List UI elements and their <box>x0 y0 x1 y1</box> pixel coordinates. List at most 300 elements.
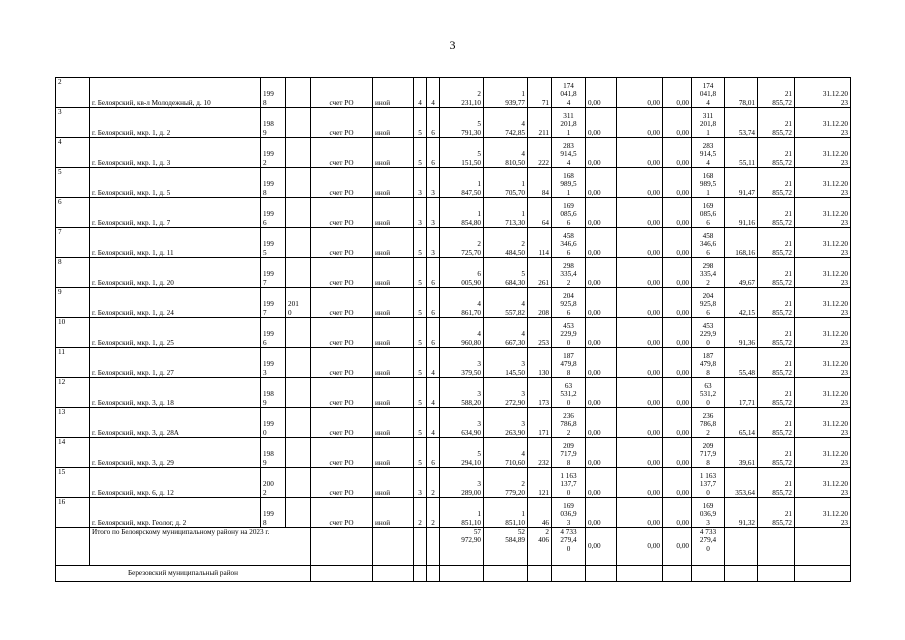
cost-per-m2-cell: 39,61 <box>725 438 758 468</box>
cost-owners-cell: 1 163 137,7 0 <box>692 468 725 498</box>
region-blank-cell <box>692 566 725 582</box>
year-repair-cell <box>286 498 311 528</box>
year-repair-cell <box>286 258 311 288</box>
total-blank-cell <box>758 528 795 566</box>
cost-per-m2-cell: 168,16 <box>725 228 758 258</box>
residents-cell: 173 <box>528 378 552 408</box>
row-number: 7 <box>56 228 90 258</box>
cost-regional-cell: 0,00 <box>617 378 663 408</box>
address-cell: г. Белоярский, мкр. 3, д. 18 <box>90 378 261 408</box>
address-cell: г. Белоярский, мкр. 1, д. 5 <box>90 168 261 198</box>
deadline-cell: 31.12.20 23 <box>795 168 851 198</box>
residents-cell: 232 <box>528 438 552 468</box>
living-area-cell: 4 742,85 <box>484 108 528 138</box>
limit-cost-cell: 21 855,72 <box>758 438 795 468</box>
cost-per-m2-cell: 91,47 <box>725 168 758 198</box>
limit-cost-cell: 21 855,72 <box>758 78 795 108</box>
floors-cell: 5 <box>414 258 427 288</box>
fund-source-cell: счет РО <box>311 168 373 198</box>
limit-cost-cell: 21 855,72 <box>758 138 795 168</box>
cost-regional-cell: 0,00 <box>617 108 663 138</box>
cost-owners-cell: 311 201,8 1 <box>692 108 725 138</box>
table-row <box>56 468 851 498</box>
residents-cell: 130 <box>528 348 552 378</box>
total-area-cell: 5 294,10 <box>440 438 484 468</box>
year-built-cell: 199 7 <box>261 258 286 288</box>
cost-local-cell: 0,00 <box>663 258 692 288</box>
cost-fund-cell: 0,00 <box>586 108 617 138</box>
cost-per-m2-cell: 53,74 <box>725 108 758 138</box>
cost-total-cell: 283 914,5 4 <box>552 138 586 168</box>
year-repair-cell <box>286 108 311 138</box>
table-row <box>56 348 851 378</box>
address-cell: г. Белоярский, кв-л Молодежный, д. 10 <box>90 78 261 108</box>
region-heading-row <box>56 566 851 582</box>
entrances-cell: 2 <box>427 498 440 528</box>
fund-source-cell: счет РО <box>311 348 373 378</box>
cost-total-cell: 298 335,4 2 <box>552 258 586 288</box>
region-blank-cell <box>414 566 427 582</box>
cost-per-m2-cell: 353,64 <box>725 468 758 498</box>
total-area-cell: 4 861,70 <box>440 288 484 318</box>
fund-source-cell: счет РО <box>311 108 373 138</box>
living-area-cell: 5 684,30 <box>484 258 528 288</box>
address-cell: г. Белоярский, мкр. 1, д. 24 <box>90 288 261 318</box>
limit-cost-cell: 21 855,72 <box>758 228 795 258</box>
living-area-cell: 1 705,70 <box>484 168 528 198</box>
living-area-cell: 1 939,77 <box>484 78 528 108</box>
fund-source-cell: счет РО <box>311 138 373 168</box>
total-area-cell: 5 791,30 <box>440 108 484 138</box>
floors-cell: 3 <box>414 168 427 198</box>
total-blank-cell <box>414 528 427 566</box>
floors-cell: 5 <box>414 408 427 438</box>
cost-owners-cell: 283 914,5 4 <box>692 138 725 168</box>
region-blank-cell <box>528 566 552 582</box>
entrances-cell: 3 <box>427 228 440 258</box>
cost-total-cell: 204 925,8 6 <box>552 288 586 318</box>
row-number: 10 <box>56 318 90 348</box>
row-number: 6 <box>56 198 90 228</box>
total-area-cell: 1 847,50 <box>440 168 484 198</box>
residents-cell: 64 <box>528 198 552 228</box>
year-built-cell: 199 7 <box>261 288 286 318</box>
deadline-cell: 31.12.20 23 <box>795 498 851 528</box>
cost-fund-cell: 0,00 <box>586 318 617 348</box>
year-repair-cell: 201 0 <box>286 288 311 318</box>
cost-regional-cell: 0,00 <box>617 138 663 168</box>
fund-source-cell: счет РО <box>311 498 373 528</box>
living-area-cell: 4 557,82 <box>484 288 528 318</box>
deadline-cell: 31.12.20 23 <box>795 408 851 438</box>
total-area-cell: 3 588,20 <box>440 378 484 408</box>
entrances-cell: 6 <box>427 108 440 138</box>
table-row <box>56 228 851 258</box>
total-area-total: 57 972,90 <box>440 528 484 566</box>
entrances-cell: 3 <box>427 168 440 198</box>
cost-owners-cell: 453 229,9 0 <box>692 318 725 348</box>
row-number: 5 <box>56 168 90 198</box>
cost-total-cell: 458 346,6 6 <box>552 228 586 258</box>
address-cell: г. Белоярский, мкр. 1, д. 3 <box>90 138 261 168</box>
cost-fund-cell: 0,00 <box>586 78 617 108</box>
year-repair-cell <box>286 198 311 228</box>
living-area-cell: 3 272,90 <box>484 378 528 408</box>
deadline-cell: 31.12.20 23 <box>795 468 851 498</box>
fund-source-cell: счет РО <box>311 78 373 108</box>
total-cost-regional: 0,00 <box>617 528 663 566</box>
cost-fund-cell: 0,00 <box>586 138 617 168</box>
cost-regional-cell: 0,00 <box>617 288 663 318</box>
cost-local-cell: 0,00 <box>663 198 692 228</box>
cost-fund-cell: 0,00 <box>586 288 617 318</box>
cost-total-cell: 187 479,8 8 <box>552 348 586 378</box>
table-row <box>56 378 851 408</box>
fund-source-cell: счет РО <box>311 258 373 288</box>
table-row <box>56 318 851 348</box>
fund-source-cell: счет РО <box>311 438 373 468</box>
cost-total-cell: 168 989,5 1 <box>552 168 586 198</box>
limit-cost-cell: 21 855,72 <box>758 378 795 408</box>
cost-fund-cell: 0,00 <box>586 228 617 258</box>
repair-schedule-table <box>55 77 851 582</box>
fund-source-cell: счет РО <box>311 288 373 318</box>
row-number: 3 <box>56 108 90 138</box>
total-blank-cell <box>725 528 758 566</box>
year-repair-cell <box>286 408 311 438</box>
entrances-cell: 6 <box>427 438 440 468</box>
region-blank-cell <box>758 566 795 582</box>
cost-local-cell: 0,00 <box>663 168 692 198</box>
table-row <box>56 288 851 318</box>
cost-regional-cell: 0,00 <box>617 198 663 228</box>
row-number: 2 <box>56 78 90 108</box>
table-row <box>56 258 851 288</box>
table-row <box>56 198 851 228</box>
limit-cost-cell: 21 855,72 <box>758 288 795 318</box>
cost-owners-cell: 298 335,4 2 <box>692 258 725 288</box>
floors-cell: 5 <box>414 438 427 468</box>
total-area-cell: 3 379,50 <box>440 348 484 378</box>
cost-owners-cell: 169 085,6 6 <box>692 198 725 228</box>
fund-source-cell: счет РО <box>311 198 373 228</box>
limit-cost-cell: 21 855,72 <box>758 348 795 378</box>
entrances-cell: 6 <box>427 258 440 288</box>
total-blank-cell <box>427 528 440 566</box>
limit-cost-cell: 21 855,72 <box>758 258 795 288</box>
limit-cost-cell: 21 855,72 <box>758 318 795 348</box>
cost-total-cell: 1 163 137,7 0 <box>552 468 586 498</box>
year-repair-cell <box>286 78 311 108</box>
entrances-cell: 3 <box>427 198 440 228</box>
living-area-cell: 2 484,50 <box>484 228 528 258</box>
total-area-cell: 2 725,70 <box>440 228 484 258</box>
roof-type-cell: иной <box>373 108 414 138</box>
deadline-cell: 31.12.20 23 <box>795 258 851 288</box>
cost-owners-cell: 209 717,9 8 <box>692 438 725 468</box>
cost-local-cell: 0,00 <box>663 318 692 348</box>
cost-total-cell: 169 036,9 3 <box>552 498 586 528</box>
cost-owners-cell: 204 925,8 6 <box>692 288 725 318</box>
row-number: 15 <box>56 468 90 498</box>
region-blank-cell <box>484 566 528 582</box>
total-cost-owners: 4 733 279,4 0 <box>692 528 725 566</box>
deadline-cell: 31.12.20 23 <box>795 108 851 138</box>
total-area-cell: 1 851,10 <box>440 498 484 528</box>
region-blank-cell <box>586 566 617 582</box>
fund-source-cell: счет РО <box>311 228 373 258</box>
entrances-cell: 6 <box>427 138 440 168</box>
deadline-cell: 31.12.20 23 <box>795 288 851 318</box>
total-label: Итого по Белоярскому муниципальному району на 2023 г. <box>90 528 311 566</box>
cost-per-m2-cell: 49,67 <box>725 258 758 288</box>
page-number: 3 <box>449 38 456 52</box>
row-number: 4 <box>56 138 90 168</box>
living-area-cell: 4 667,30 <box>484 318 528 348</box>
cost-local-cell: 0,00 <box>663 138 692 168</box>
row-number: 13 <box>56 408 90 438</box>
year-built-cell: 199 5 <box>261 228 286 258</box>
residents-cell: 71 <box>528 78 552 108</box>
total-cost-local: 0,00 <box>663 528 692 566</box>
table-row <box>56 78 851 108</box>
living-area-cell: 4 710,60 <box>484 438 528 468</box>
entrances-cell: 6 <box>427 318 440 348</box>
living-area-cell: 3 263,90 <box>484 408 528 438</box>
total-area-cell: 2 231,10 <box>440 78 484 108</box>
roof-type-cell: иной <box>373 498 414 528</box>
row-number: 11 <box>56 348 90 378</box>
year-built-cell: 198 9 <box>261 108 286 138</box>
limit-cost-cell: 21 855,72 <box>758 468 795 498</box>
entrances-cell: 4 <box>427 348 440 378</box>
year-built-cell: 199 3 <box>261 348 286 378</box>
total-blank-cell <box>795 528 851 566</box>
address-cell: г. Белоярский, мкр. 1, д. 2 <box>90 108 261 138</box>
cost-total-cell: 63 531,2 0 <box>552 378 586 408</box>
cost-per-m2-cell: 91,36 <box>725 318 758 348</box>
cost-fund-cell: 0,00 <box>586 168 617 198</box>
floors-cell: 5 <box>414 288 427 318</box>
total-area-cell: 5 151,50 <box>440 138 484 168</box>
table-row <box>56 408 851 438</box>
cost-per-m2-cell: 17,71 <box>725 378 758 408</box>
cost-per-m2-cell: 42,15 <box>725 288 758 318</box>
cost-fund-cell: 0,00 <box>586 408 617 438</box>
floors-cell: 2 <box>414 498 427 528</box>
year-built-cell: 199 2 <box>261 138 286 168</box>
cost-regional-cell: 0,00 <box>617 258 663 288</box>
total-area-cell: 4 960,80 <box>440 318 484 348</box>
deadline-cell: 31.12.20 23 <box>795 348 851 378</box>
limit-cost-cell: 21 855,72 <box>758 198 795 228</box>
table-row <box>56 108 851 138</box>
cost-fund-cell: 0,00 <box>586 468 617 498</box>
cost-owners-cell: 63 531,2 0 <box>692 378 725 408</box>
row-number: 16 <box>56 498 90 528</box>
cost-local-cell: 0,00 <box>663 498 692 528</box>
total-area-living: 52 584,89 <box>484 528 528 566</box>
year-repair-cell <box>286 438 311 468</box>
total-area-cell: 3 634,90 <box>440 408 484 438</box>
roof-type-cell: иной <box>373 198 414 228</box>
year-repair-cell <box>286 378 311 408</box>
cost-fund-cell: 0,00 <box>586 348 617 378</box>
entrances-cell: 6 <box>427 288 440 318</box>
cost-per-m2-cell: 65,14 <box>725 408 758 438</box>
entrances-cell: 4 <box>427 408 440 438</box>
total-area-cell: 1 854,80 <box>440 198 484 228</box>
entrances-cell: 4 <box>427 78 440 108</box>
living-area-cell: 1 713,30 <box>484 198 528 228</box>
cost-owners-cell: 169 036,9 3 <box>692 498 725 528</box>
living-area-cell: 4 810,50 <box>484 138 528 168</box>
year-built-cell: 198 9 <box>261 438 286 468</box>
total-blank-cell <box>311 528 373 566</box>
address-cell: г. Белоярский, мкр. 3, д. 28А <box>90 408 261 438</box>
address-cell: г. Белоярский, мкр. 1, д. 27 <box>90 348 261 378</box>
total-area-cell: 6 005,90 <box>440 258 484 288</box>
floors-cell: 4 <box>414 78 427 108</box>
year-built-cell: 199 6 <box>261 318 286 348</box>
deadline-cell: 31.12.20 23 <box>795 438 851 468</box>
cost-local-cell: 0,00 <box>663 408 692 438</box>
roof-type-cell: иной <box>373 468 414 498</box>
year-built-cell: 199 8 <box>261 168 286 198</box>
year-built-cell: 199 8 <box>261 498 286 528</box>
total-area-cell: 3 289,00 <box>440 468 484 498</box>
cost-local-cell: 0,00 <box>663 78 692 108</box>
cost-local-cell: 0,00 <box>663 438 692 468</box>
total-blank-cell <box>373 528 414 566</box>
roof-type-cell: иной <box>373 348 414 378</box>
address-cell: г. Белоярский, мкр. 1, д. 25 <box>90 318 261 348</box>
cost-regional-cell: 0,00 <box>617 498 663 528</box>
living-area-cell: 1 851,10 <box>484 498 528 528</box>
cost-regional-cell: 0,00 <box>617 348 663 378</box>
floors-cell: 5 <box>414 348 427 378</box>
residents-cell: 171 <box>528 408 552 438</box>
total-blank-cell <box>56 528 90 566</box>
cost-regional-cell: 0,00 <box>617 318 663 348</box>
floors-cell: 3 <box>414 468 427 498</box>
residents-cell: 222 <box>528 138 552 168</box>
deadline-cell: 31.12.20 23 <box>795 228 851 258</box>
region-blank-cell <box>373 566 414 582</box>
residents-cell: 261 <box>528 258 552 288</box>
limit-cost-cell: 21 855,72 <box>758 168 795 198</box>
deadline-cell: 31.12.20 23 <box>795 318 851 348</box>
cost-local-cell: 0,00 <box>663 468 692 498</box>
cost-local-cell: 0,00 <box>663 378 692 408</box>
cost-local-cell: 0,00 <box>663 288 692 318</box>
residents-cell: 121 <box>528 468 552 498</box>
table-row <box>56 168 851 198</box>
cost-per-m2-cell: 91,16 <box>725 198 758 228</box>
row-number: 8 <box>56 258 90 288</box>
limit-cost-cell: 21 855,72 <box>758 408 795 438</box>
cost-fund-cell: 0,00 <box>586 198 617 228</box>
residents-cell: 253 <box>528 318 552 348</box>
cost-local-cell: 0,00 <box>663 228 692 258</box>
table-row <box>56 498 851 528</box>
table-row <box>56 438 851 468</box>
cost-total-cell: 174 041,8 4 <box>552 78 586 108</box>
cost-total-cell: 453 229,9 0 <box>552 318 586 348</box>
floors-cell: 5 <box>414 108 427 138</box>
cost-per-m2-cell: 91,32 <box>725 498 758 528</box>
roof-type-cell: иной <box>373 408 414 438</box>
address-cell: г. Белоярский, мкр. 1, д. 7 <box>90 198 261 228</box>
fund-source-cell: счет РО <box>311 408 373 438</box>
address-cell: г. Белоярский, мкр. 3, д. 29 <box>90 438 261 468</box>
table-row <box>56 138 851 168</box>
address-cell: г. Белоярский, мкр. 1, д. 20 <box>90 258 261 288</box>
region-blank-cell <box>440 566 484 582</box>
cost-owners-cell: 236 786,8 2 <box>692 408 725 438</box>
region-blank-cell <box>427 566 440 582</box>
entrances-cell: 4 <box>427 378 440 408</box>
deadline-cell: 31.12.20 23 <box>795 378 851 408</box>
cost-regional-cell: 0,00 <box>617 408 663 438</box>
limit-cost-cell: 21 855,72 <box>758 498 795 528</box>
year-repair-cell <box>286 228 311 258</box>
living-area-cell: 3 145,50 <box>484 348 528 378</box>
roof-type-cell: иной <box>373 258 414 288</box>
region-blank-cell <box>795 566 851 582</box>
cost-total-cell: 236 786,8 2 <box>552 408 586 438</box>
cost-owners-cell: 168 989,5 1 <box>692 168 725 198</box>
total-cost-fund: 0,00 <box>586 528 617 566</box>
cost-total-cell: 209 717,9 8 <box>552 438 586 468</box>
living-area-cell: 2 779,20 <box>484 468 528 498</box>
row-number: 9 <box>56 288 90 318</box>
roof-type-cell: иной <box>373 78 414 108</box>
address-cell: г. Белоярский, мкр. 6, д. 12 <box>90 468 261 498</box>
year-repair-cell <box>286 468 311 498</box>
cost-regional-cell: 0,00 <box>617 168 663 198</box>
cost-fund-cell: 0,00 <box>586 498 617 528</box>
cost-regional-cell: 0,00 <box>617 228 663 258</box>
year-repair-cell <box>286 318 311 348</box>
cost-owners-cell: 174 041,8 4 <box>692 78 725 108</box>
year-repair-cell <box>286 138 311 168</box>
region-blank-cell <box>552 566 586 582</box>
roof-type-cell: иной <box>373 378 414 408</box>
fund-source-cell: счет РО <box>311 318 373 348</box>
cost-local-cell: 0,00 <box>663 348 692 378</box>
year-built-cell: 199 6 <box>261 198 286 228</box>
year-built-cell: 199 0 <box>261 408 286 438</box>
cost-total-cell: 169 085,6 6 <box>552 198 586 228</box>
cost-owners-cell: 187 479,8 8 <box>692 348 725 378</box>
floors-cell: 5 <box>414 228 427 258</box>
cost-fund-cell: 0,00 <box>586 438 617 468</box>
cost-per-m2-cell: 55,48 <box>725 348 758 378</box>
region-blank-cell <box>663 566 692 582</box>
roof-type-cell: иной <box>373 318 414 348</box>
deadline-cell: 31.12.20 23 <box>795 198 851 228</box>
floors-cell: 3 <box>414 198 427 228</box>
roof-type-cell: иной <box>373 228 414 258</box>
deadline-cell: 31.12.20 23 <box>795 78 851 108</box>
entrances-cell: 2 <box>427 468 440 498</box>
roof-type-cell: иной <box>373 168 414 198</box>
roof-type-cell: иной <box>373 438 414 468</box>
fund-source-cell: счет РО <box>311 378 373 408</box>
cost-regional-cell: 0,00 <box>617 468 663 498</box>
cost-owners-cell: 458 346,6 6 <box>692 228 725 258</box>
